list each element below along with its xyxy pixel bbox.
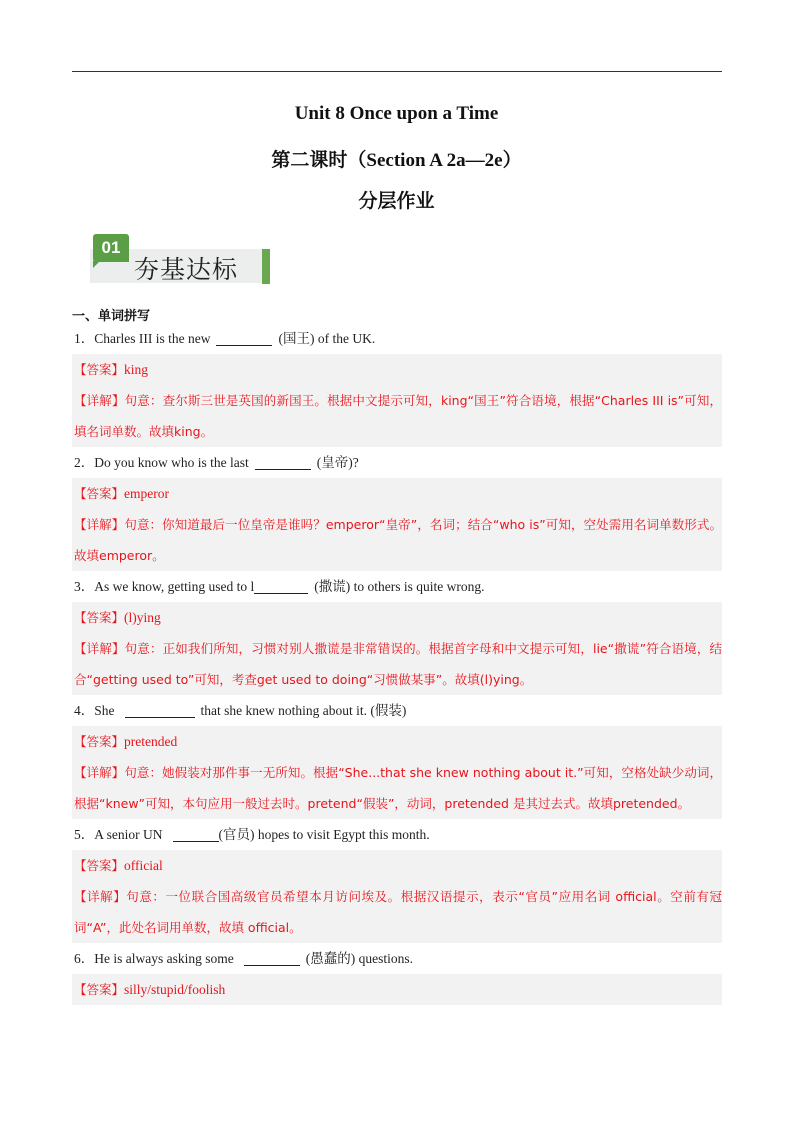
answer-text: king	[124, 362, 149, 377]
section-badge	[84, 232, 274, 288]
detail-text: 句意：她假装对那件事一无所知。根据“She...that she knew nothing about it.”可知，空格处缺少动词，根据“knew”可知，本句应用一般过去时。pretend“假装”，动词，pretended 是其过去式。故填pretended。	[74, 765, 722, 811]
question-number: 4．	[74, 703, 95, 718]
page-heading: 分层作业	[358, 191, 435, 212]
question-text-post: (愚蠢的) questions.	[305, 951, 413, 966]
detail-label: 【详解】	[74, 889, 127, 904]
detail-label: 【详解】	[74, 765, 125, 780]
question-text-pre: He is always asking some	[94, 951, 234, 966]
question-text-post: (撒谎) to others is quite wrong.	[314, 579, 485, 594]
answer-text: (l)ying	[124, 610, 161, 625]
question-text-post: (国王) of the UK.	[278, 331, 376, 346]
question-3	[72, 571, 722, 602]
question-number: 6．	[74, 951, 95, 966]
question-text-pre: She	[94, 703, 115, 718]
answer-text: official	[124, 858, 163, 873]
badge-accent-bar	[262, 249, 270, 284]
question-number: 2．	[74, 455, 95, 470]
answer-box-2	[72, 478, 722, 571]
question-5	[72, 819, 722, 850]
detail-text: 句意：你知道最后一位皇帝是谁吗？emperor“皇帝”，名词；结合“who is”可知，空处需用名词单数形式。故填emperor。	[74, 517, 722, 563]
answer-text: pretended	[124, 734, 178, 749]
answer-text: emperor	[124, 486, 169, 501]
answer-label: 【答案】	[74, 734, 125, 749]
answer-box-6	[72, 974, 722, 1005]
answer-label: 【答案】	[74, 610, 125, 625]
badge-label: 夯基达标	[134, 255, 239, 284]
answer-label: 【答案】	[74, 982, 125, 997]
answer-box-1	[72, 354, 722, 447]
answer-blank	[216, 331, 272, 346]
question-1	[72, 323, 722, 354]
question-4	[72, 695, 722, 726]
question-6	[72, 943, 722, 974]
page-subtitle: 第二课时（Section A 2a—2e）	[271, 150, 522, 171]
hint-letter: l	[250, 579, 255, 594]
answer-label: 【答案】	[74, 858, 125, 873]
answer-box-4	[72, 726, 722, 819]
answer-blank	[255, 455, 311, 470]
answer-box-3	[72, 602, 722, 695]
page-title: Unit 8 Once upon a Time	[294, 103, 499, 124]
question-text-post: (皇帝)?	[316, 455, 359, 470]
top-rule	[72, 71, 722, 72]
answer-blank	[254, 579, 308, 594]
question-2	[72, 447, 722, 478]
detail-label: 【详解】	[74, 517, 125, 532]
question-list	[72, 323, 722, 1005]
question-number: 1．	[74, 331, 95, 346]
detail-text: 句意：一位联合国高级官员希望本月访问埃及。根据汉语提示，表示“官员”应用名词 official。空前有冠词“A”，此处名词用单数，故填 official。	[74, 889, 722, 935]
answer-label: 【答案】	[74, 362, 125, 377]
question-text-pre: As we know, getting used to	[94, 579, 248, 594]
question-text-post: (官员) hopes to visit Egypt this month.	[218, 827, 430, 842]
question-text-pre: Charles III is the new	[94, 331, 211, 346]
answer-label: 【答案】	[74, 486, 125, 501]
answer-blank	[125, 703, 195, 718]
badge-tail	[93, 261, 100, 268]
question-number: 3．	[74, 579, 95, 594]
question-number: 5．	[74, 827, 95, 842]
detail-text: 句意：查尔斯三世是英国的新国王。根据中文提示可知，king“国王”符合语境，根据“Charles III is”可知，填名词单数。故填king。	[74, 393, 722, 439]
question-text-pre: A senior UN	[94, 827, 163, 842]
answer-blank	[173, 827, 219, 842]
question-text-post: that she knew nothing about it. (假装)	[200, 703, 407, 718]
answer-blank	[244, 951, 300, 966]
section-title: 一、单词拼写	[72, 309, 151, 324]
detail-text: 句意：正如我们所知，习惯对别人撒谎是非常错误的。根据首字母和中文提示可知，lie“撒谎”符合语境，结合“getting used to”可知，考查get used to doing“习惯做某事”。故填(l)ying。	[74, 641, 722, 687]
answer-text: silly/stupid/foolish	[124, 982, 226, 997]
badge-number: 01	[93, 234, 129, 262]
answer-box-5	[72, 850, 722, 943]
detail-label: 【详解】	[74, 641, 125, 656]
question-text-pre: Do you know who is the last	[94, 455, 249, 470]
detail-label: 【详解】	[74, 393, 125, 408]
